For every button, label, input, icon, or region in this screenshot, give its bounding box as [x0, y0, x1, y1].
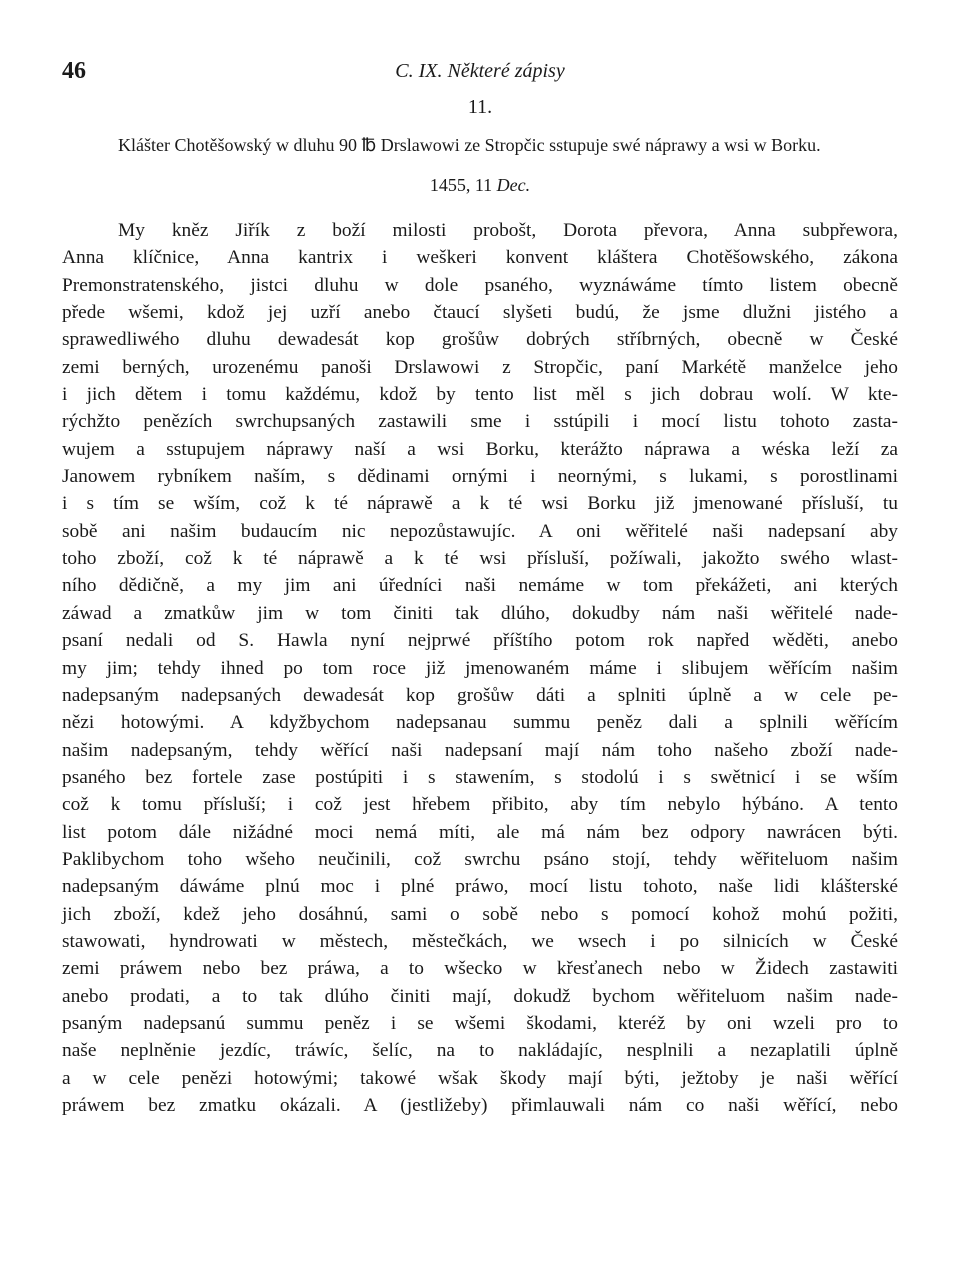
text-line: nadepsaným dáwáme plnú moc i plné práwo, mocí listu tohoto, naše lidi klášterské [62, 876, 898, 898]
text-line: nězi hotowými. A kdyžbychom nadepsanau summu peněz dali a splnili wěřícím [62, 712, 898, 734]
text-line: Janowem rybníkem naším, s dědinami ornými i neornými, s lukami, s porostlinami [62, 466, 898, 488]
text-line: jich zboží, kdež jeho dosáhnú, sami o sobě nebo s pomocí kohož mohú požiti, [62, 903, 898, 925]
text-line: naše neplněnie jezdíc, tráwíc, šelíc, na to nakládajíc, nesplnili a nezaplatili úplně [62, 1040, 898, 1062]
text-line: záwad a zmatkůw jim w tom činiti tak dlúho, dokudby nám naši wěřitelé nade- [62, 602, 898, 624]
document-body [62, 217, 898, 1119]
text-line: práwem bez zmatku okázali. A (jestližeby) přimlauwali nám co naši wěřící, nebo [62, 1095, 898, 1116]
running-head [62, 52, 898, 92]
text-line: přede wšemi, kdož jej uzří anebo čtaucí slyšeti budú, že jsme dlužni jistého a [62, 302, 898, 324]
book-page [62, 52, 898, 1119]
text-line: stawowati, hyndrowati w městech, městečkách, we wsech i po silnicích w České [62, 930, 898, 952]
text-line: a w cele penězi hotowými; takowé wšak škody mají býti, ježtoby je naši wěřící [62, 1067, 898, 1089]
text-line: i s tím se wším, což k té náprawě a k té wsi Borku již jmenowané přísluší, tu [62, 493, 898, 515]
text-line: sobě ani našim budaucím nic nepozůstawujíc. A oni wěřitelé naši nadepsaní aby [62, 520, 898, 542]
document-date [62, 171, 898, 211]
text-line: zemi práwem nebo bez práwa, a to wšecko w křesťanech nebo w Židech zastawiti [62, 958, 898, 980]
text-line: psaným nadepsanú summu peněz i se wšemi škodami, kteréž by oni wzeli pro to [62, 1012, 898, 1034]
text-line: my jim; tehdy ihned po tom roce již jmenowaném máme i slibujem wěřícím našim [62, 657, 898, 679]
text-line: Paklibychom toho wšeho neučinili, což swrchu psáno stojí, tehdy wěřiteluom našim [62, 848, 898, 870]
text-line: Premonstratenského, jistci dluhu w dole psaného, wyznáwáme tímto listem obecně [62, 274, 898, 296]
text-line: list potom dále nižádné moci nemá míti, ale má nám bez odpory nawrácen býti. [62, 821, 898, 843]
text-line: rýchžto penězích swrchupsaných zastawili sme i sstúpili i mocí listu tohoto zasta- [62, 411, 898, 433]
text-line: psaného bez fortele zase postúpiti i s stawením, s stodolú i s swětnicí i se wším [62, 766, 898, 788]
text-line: našim nadepsaným, tehdy wěřící naši nadepsaní mají nám toho našeho zboží nade- [62, 739, 898, 761]
date-day: 11 [474, 175, 493, 195]
text-line: ního dědičně, a my jim ani úředníci naši nemáme w tom překážeti, ani kterých [62, 575, 898, 597]
text-line: Anna klíčnice, Anna kantrix i weškeri konvent kláštera Chotěšowského, zákona [62, 247, 898, 269]
text-line: anebo prodati, a to tak dlúho činiti mají, dokudž bychom wěřiteluom našim nade- [62, 985, 898, 1007]
document-number: 11. [467, 96, 493, 118]
document-regest: Klášter Chotěšowský w dluhu 90 ℔ Drslawowi ze Stropčic sstupuje swé náprawy a wsi w Borku. [118, 135, 821, 155]
text-line: wujem a sstupujem náprawy naší a wsi Borku, kterážto náprawa a wéska leží za [62, 438, 898, 460]
text-line: což k tomu přísluší; i což jest hřebem přibito, aby tím nebylo hýbáno. A tento [62, 794, 898, 816]
text-line: sprawedliwého dluhu dewadesát kop grošůw dobrých stříbrných, obecně w České [62, 329, 898, 351]
text-line: zemi berných, urozenému panoši Drslawowi z Stropčic, paní Markétě manželce jeho [62, 356, 898, 378]
running-title: C. IX. Některé zápisy [395, 60, 565, 82]
text-line: psaní nedali od S. Hawla nyní nejprwé příštího potom rok napřed wěděti, anebo [62, 630, 898, 652]
date-month: Dec. [496, 175, 531, 195]
date-year: 1455, [429, 175, 471, 195]
text-line: toho zboží, což k té náprawě a k té wsi přísluší, požíwali, jakožto swého wlast- [62, 548, 898, 570]
text-line: My kněz Jiřík z boží milosti probošt, Dorota převora, Anna subpřewora, [118, 220, 898, 241]
text-line: nadepsaným nadepsaných dewadesát kop grošůw dáti a splniti úplně a w cele pe- [62, 684, 898, 706]
text-line: i jich dětem i tomu každému, kdož by tento list měl s jich dobrau wolí. W kte- [62, 384, 898, 406]
page-number: 46 [62, 58, 86, 84]
